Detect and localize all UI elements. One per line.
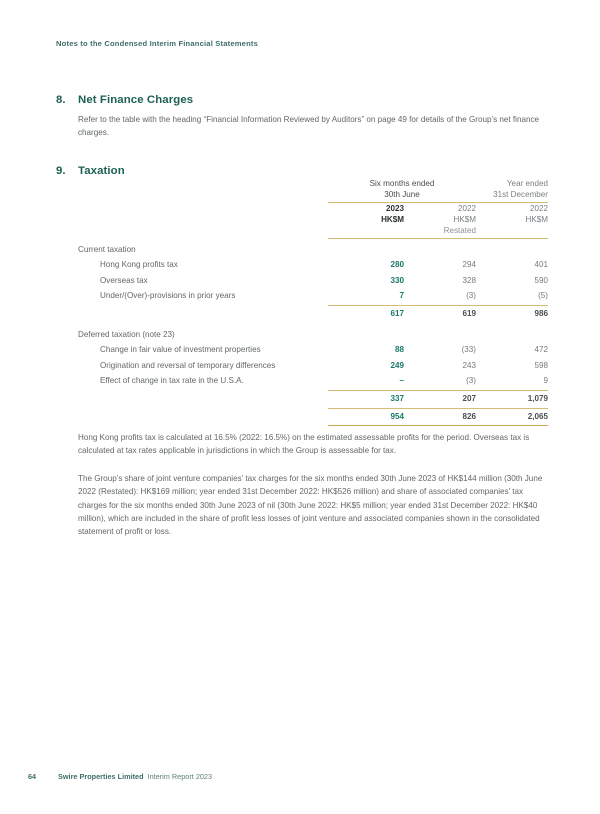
row-value: 7 xyxy=(399,291,404,301)
footer-company-name: Swire Properties Limited xyxy=(58,772,144,781)
rule-below-total xyxy=(78,424,548,426)
row-value: (3) xyxy=(466,291,477,301)
row-value: 243 xyxy=(462,360,477,370)
subtotal-value: 617 xyxy=(390,309,404,319)
subtotal-value: 986 xyxy=(534,309,549,319)
column-header-unit-0: HK$M xyxy=(381,215,404,225)
table-row xyxy=(78,373,548,389)
row-value: 401 xyxy=(534,260,549,270)
column-header-blank xyxy=(78,202,328,236)
row-value: 88 xyxy=(394,345,404,355)
column-header-year-0: 2023 xyxy=(385,203,404,213)
section-heading-deferred-taxation: Deferred taxation (note 23) xyxy=(78,329,175,339)
table-row xyxy=(78,358,548,374)
running-header: Notes to the Condensed Interim Financial Statements xyxy=(56,39,259,48)
footer-report-name: Interim Report 2023 xyxy=(147,772,213,781)
group-header-six-months-line1: Six months ended xyxy=(369,179,435,188)
section-heading-current-taxation: Current taxation xyxy=(78,244,136,254)
subtotal-value: 1,079 xyxy=(527,394,549,404)
total-label xyxy=(78,408,328,424)
note-9-title: Taxation xyxy=(78,165,125,177)
row-value: (5) xyxy=(538,291,549,301)
column-header-unit-2: HK$M xyxy=(525,215,549,225)
table-subtotal-row xyxy=(78,306,548,322)
total-value: 954 xyxy=(390,411,404,421)
taxation-table-wrapper xyxy=(78,178,548,426)
row-value: 294 xyxy=(462,260,477,270)
row-value: 328 xyxy=(462,275,477,285)
note-9-section xyxy=(56,165,548,177)
column-header-year-2: 2022 xyxy=(530,203,549,213)
note-9-number: 9. xyxy=(56,165,66,177)
group-header-year-ended xyxy=(476,178,548,201)
note-8-paragraph: Refer to the table with the heading “Financial Information Reviewed by Auditors” on page 49 for details of the Group’s net finance charges. xyxy=(78,115,540,138)
row-label: Hong Kong profits tax xyxy=(100,260,178,270)
table-total-row xyxy=(78,408,548,424)
row-value: 280 xyxy=(390,260,404,270)
group-header-year-ended-line1: Year ended xyxy=(506,179,549,188)
subtotal-value: 207 xyxy=(462,394,477,404)
note-8-title: Net Finance Charges xyxy=(78,94,194,106)
row-label: Change in fair value of investment properties xyxy=(100,345,261,355)
note-8-body xyxy=(78,113,548,139)
table-row xyxy=(78,288,548,304)
taxation-paragraph-2: The Group’s share of joint venture companies’ tax charges for the six months ended 30th June 2023 of HK$144 million (30th June 2022 (Restated): HK$169 million; year ended 31st December 2022: HK$526 million) and share of associated companies’ tax charges for the six months ended 30th June 2023 of nil (30th June 2022: HK$5 million; year ended 31st December 2022: HK$40 million), which are included in the share of profit less losses of joint venture and associated companies shown in the consolidated statement of profit or loss. xyxy=(78,474,543,537)
row-value: (3) xyxy=(466,376,477,386)
table-group-header-row xyxy=(78,178,548,201)
total-value: 2,065 xyxy=(527,411,549,421)
row-value: (33) xyxy=(461,345,477,355)
row-value: 9 xyxy=(543,376,549,386)
row-label: Effect of change in tax rate in the U.S.A. xyxy=(100,376,244,386)
note-8-section xyxy=(56,94,548,139)
note-8-heading xyxy=(56,94,548,106)
table-row xyxy=(78,327,548,343)
row-value: 472 xyxy=(534,345,549,355)
column-header-unit-1: HK$M xyxy=(453,215,477,225)
group-header-six-months-line2: 30th June xyxy=(384,190,420,200)
column-header-2023-six-months xyxy=(328,202,404,236)
row-value: 590 xyxy=(534,275,549,285)
table-row xyxy=(78,242,548,258)
group-header-blank xyxy=(78,178,328,201)
subtotal-value: 337 xyxy=(390,394,404,404)
row-value: 249 xyxy=(390,360,404,370)
subtotal-value: 619 xyxy=(462,309,477,319)
taxation-paragraph-2-wrapper xyxy=(78,472,550,538)
page-footer xyxy=(28,772,212,781)
table-row xyxy=(78,257,548,273)
table-row xyxy=(78,342,548,358)
total-value: 826 xyxy=(462,411,477,421)
row-value: – xyxy=(399,376,404,386)
table-column-header-row xyxy=(78,202,548,236)
footer-page-number: 64 xyxy=(28,772,37,781)
row-value: 598 xyxy=(534,360,549,370)
taxation-paragraph-1-wrapper xyxy=(78,431,550,458)
row-label: Origination and reversal of temporary differences xyxy=(100,360,276,370)
group-header-six-months xyxy=(328,178,476,201)
note-9-heading xyxy=(56,165,548,177)
table-subtotal-row xyxy=(78,391,548,407)
note-8-number: 8. xyxy=(56,94,66,106)
taxation-table xyxy=(78,178,548,426)
table-row xyxy=(78,273,548,289)
subtotal-label xyxy=(78,306,328,322)
column-header-year-1: 2022 xyxy=(458,203,477,213)
row-label: Overseas tax xyxy=(100,275,148,285)
column-header-note-1: Restated xyxy=(443,226,477,236)
row-label: Under/(Over)-provisions in prior years xyxy=(100,291,236,301)
taxation-paragraph-1: Hong Kong profits tax is calculated at 16.5% (2022: 16.5%) on the estimated assessable profits for the period. Overseas tax is calculated at tax rates applicable in jurisdictions in which the Group is assessable for tax. xyxy=(78,433,530,456)
column-header-2022-year-ended xyxy=(476,202,548,236)
row-value: 330 xyxy=(390,275,404,285)
column-header-2022-six-months xyxy=(404,202,476,236)
group-header-year-ended-line2: 31st December xyxy=(493,190,549,200)
subtotal-label xyxy=(78,391,328,407)
